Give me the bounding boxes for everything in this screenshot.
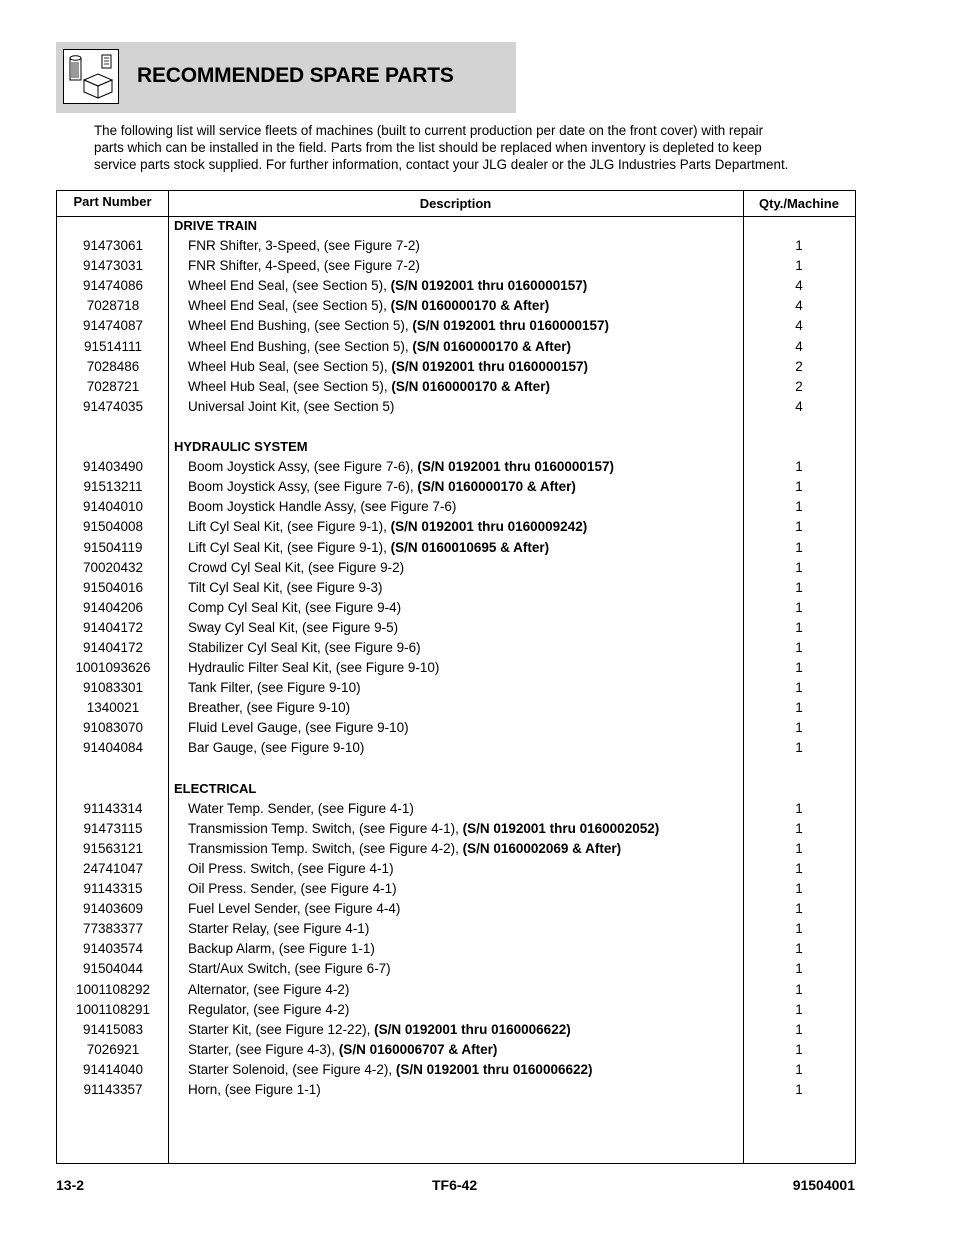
quantity: 1 — [795, 619, 803, 635]
serial-range: (S/N 0160002069 & After) — [462, 840, 622, 856]
table-row — [57, 839, 855, 859]
part-number: 91143315 — [83, 881, 143, 897]
part-number: 91083301 — [82, 680, 144, 696]
part-description — [188, 276, 587, 296]
serial-range: (S/N 0160000170 & After) — [417, 479, 576, 495]
description-text: Stabilizer Cyl Seal Kit, (see Figure 9-6) — [188, 639, 421, 655]
intro-line: parts which can be installed in the field. Parts from the list should be replaced when inventory is depleted to keep — [94, 140, 762, 155]
part-description — [188, 859, 394, 879]
part-description — [188, 578, 383, 598]
part-description — [188, 919, 369, 939]
part-number: 91414040 — [82, 1061, 144, 1077]
quantity: 1 — [795, 459, 803, 475]
quantity: 1 — [795, 840, 803, 856]
table-row — [57, 859, 855, 879]
part-description — [188, 1020, 571, 1040]
table-row — [57, 638, 855, 658]
serial-range: (S/N 0160006707 & After) — [338, 1041, 498, 1057]
serial-range: (S/N 0160000170 & After) — [390, 298, 550, 314]
intro-paragraph — [94, 122, 834, 173]
part-description — [188, 980, 349, 1000]
serial-range: (S/N 0160000170 & After) — [391, 378, 550, 394]
description-text: Breather, (see Figure 9-10) — [188, 700, 351, 716]
table-row — [57, 598, 855, 618]
part-number: 91403490 — [82, 459, 144, 475]
description-text: Universal Joint Kit, (see Section 5) — [188, 398, 395, 414]
part-description — [188, 698, 350, 718]
serial-range: (S/N 0160010695 & After) — [390, 539, 550, 555]
table-row — [57, 357, 855, 377]
description-text: Lift Cyl Seal Kit, (see Figure 9-1), — [188, 539, 391, 555]
part-description — [188, 618, 398, 638]
quantity: 1 — [795, 961, 803, 977]
part-description — [188, 1040, 497, 1060]
description-text: Tilt Cyl Seal Kit, (see Figure 9-3) — [188, 579, 383, 595]
table-row — [57, 799, 855, 819]
quantity: 1 — [795, 921, 803, 937]
quantity: 4 — [795, 398, 803, 414]
part-description — [188, 296, 549, 316]
table-row — [57, 1060, 855, 1080]
quantity: 1 — [795, 740, 803, 756]
description-text: Wheel End Bushing, (see Section 5), — [188, 318, 413, 334]
part-number: 91403609 — [82, 901, 144, 917]
quantity: 1 — [795, 1061, 803, 1077]
part-number: 91474035 — [82, 398, 144, 414]
table-row — [57, 578, 855, 598]
table-row — [57, 558, 855, 578]
description-text: FNR Shifter, 3-Speed, (see Figure 7-2) — [188, 238, 420, 254]
table-row — [57, 919, 855, 939]
part-number: 91473061 — [82, 238, 144, 254]
section-title: HYDRAULIC SYSTEM — [174, 439, 308, 455]
part-number: 91404172 — [82, 619, 144, 635]
part-number: 91474086 — [82, 278, 144, 294]
quantity: 1 — [795, 901, 803, 917]
section-title: ELECTRICAL — [174, 780, 257, 796]
quantity: 1 — [795, 519, 803, 535]
part-description — [188, 538, 549, 558]
spare-parts-table — [56, 190, 856, 1164]
serial-range: (S/N 0192001 thru 0160000157) — [417, 459, 614, 475]
table-row — [57, 678, 855, 698]
part-number: 1340021 — [86, 700, 140, 716]
table-row — [57, 819, 855, 839]
table-row — [57, 899, 855, 919]
part-description — [188, 839, 621, 859]
part-number: 91504008 — [82, 519, 144, 535]
table-row — [57, 718, 855, 738]
part-description — [188, 799, 414, 819]
quantity: 1 — [795, 1021, 803, 1037]
description-text: Fluid Level Gauge, (see Figure 9-10) — [188, 720, 409, 736]
part-description — [188, 1080, 321, 1100]
serial-range: (S/N 0192001 thru 0160002052) — [462, 820, 660, 836]
footer-model: TF6-42 — [432, 1177, 478, 1193]
description-text: Transmission Temp. Switch, (see Figure 4-2), — [188, 840, 463, 856]
description-text: FNR Shifter, 4-Speed, (see Figure 7-2) — [188, 258, 420, 274]
part-description — [188, 899, 400, 919]
quantity: 1 — [795, 881, 803, 897]
part-number: 1001093626 — [75, 660, 151, 676]
part-description — [188, 357, 588, 377]
table-row — [57, 236, 855, 256]
part-description — [188, 316, 609, 336]
table-row — [57, 377, 855, 397]
description-text: Bar Gauge, (see Figure 9-10) — [188, 740, 365, 756]
description-text: Wheel End Seal, (see Section 5), — [188, 298, 391, 314]
description-text: Wheel Hub Seal, (see Section 5), — [188, 378, 392, 394]
quantity: 1 — [795, 479, 803, 495]
part-number: 1001108292 — [75, 981, 151, 997]
column-header-qty: Qty./Machine — [759, 196, 839, 211]
table-row — [57, 980, 855, 1000]
part-description — [188, 236, 420, 256]
table-row — [57, 738, 855, 758]
part-description — [188, 638, 421, 658]
part-number: 91403574 — [82, 941, 144, 957]
serial-range: (S/N 0192001 thru 0160000157) — [390, 278, 588, 294]
part-number: 24741047 — [82, 861, 144, 876]
description-text: Starter, (see Figure 4-3), — [188, 1041, 339, 1057]
part-description — [188, 517, 587, 537]
part-description — [188, 678, 361, 698]
description-text: Tank Filter, (see Figure 9-10) — [188, 680, 361, 696]
part-number: 91514111 — [83, 338, 143, 354]
table-row — [57, 296, 855, 316]
quantity: 1 — [795, 559, 803, 575]
table-row — [57, 457, 855, 477]
part-number: 91474087 — [82, 318, 144, 334]
column-header-description: Description — [419, 196, 492, 211]
intro-line: The following list will service fleets of machines (built to current production per date on the front cover) with repair — [94, 123, 764, 138]
part-number: 91473031 — [82, 258, 144, 274]
table-row — [57, 879, 855, 899]
description-text: Wheel End Bushing, (see Section 5), — [188, 338, 413, 354]
description-text: Wheel Hub Seal, (see Section 5), — [188, 358, 392, 374]
quantity: 1 — [795, 660, 803, 676]
quantity: 1 — [795, 1082, 803, 1098]
description-text: Oil Press. Switch, (see Figure 4-1) — [188, 861, 394, 876]
serial-range: (S/N 0160000170 & After) — [412, 338, 571, 354]
section-row — [57, 779, 855, 799]
part-description — [188, 819, 659, 839]
part-description — [188, 939, 375, 959]
part-description — [188, 879, 397, 899]
table-row — [57, 316, 855, 336]
section-row — [57, 437, 855, 457]
quantity: 1 — [795, 639, 803, 655]
quantity: 2 — [795, 358, 803, 374]
description-text: Sway Cyl Seal Kit, (see Figure 9-5) — [188, 619, 399, 635]
quantity: 4 — [795, 298, 803, 314]
quantity: 1 — [795, 680, 803, 696]
description-text: Water Temp. Sender, (see Figure 4-1) — [188, 800, 414, 816]
serial-range: (S/N 0192001 thru 0160000157) — [391, 358, 588, 374]
part-description — [188, 658, 439, 678]
description-text: Alternator, (see Figure 4-2) — [188, 981, 350, 997]
footer-doc-number: 91504001 — [792, 1177, 855, 1193]
quantity: 4 — [795, 318, 803, 334]
part-description — [188, 738, 364, 758]
part-number: 7028721 — [86, 378, 140, 394]
quantity: 4 — [795, 278, 803, 294]
part-number: 91404084 — [82, 740, 144, 756]
part-number: 91473115 — [83, 820, 143, 836]
description-text: Boom Joystick Assy, (see Figure 7-6), — [188, 459, 418, 475]
table-row — [57, 1000, 855, 1020]
table-row — [57, 517, 855, 537]
intro-line: service parts stock supplied. For further information, contact your JLG dealer or the JLG Industries Parts Department. — [94, 157, 789, 172]
part-description — [188, 598, 401, 618]
quantity: 1 — [795, 599, 803, 615]
quantity: 1 — [795, 579, 803, 595]
description-text: Comp Cyl Seal Kit, (see Figure 9-4) — [188, 599, 402, 615]
quantity: 1 — [795, 941, 803, 957]
table-row — [57, 698, 855, 718]
part-number: 91563121 — [82, 840, 144, 856]
quantity: 1 — [795, 539, 803, 555]
part-number: 77383377 — [82, 921, 144, 937]
part-number: 91404010 — [82, 499, 144, 515]
description-text: Fuel Level Sender, (see Figure 4-4) — [188, 901, 401, 917]
part-number: 91504044 — [82, 961, 144, 977]
description-text: Oil Press. Sender, (see Figure 4-1) — [188, 881, 397, 897]
column-header-part-number: Part Number — [73, 194, 152, 209]
part-description — [188, 558, 404, 578]
quantity: 1 — [795, 981, 803, 997]
description-text: Regulator, (see Figure 4-2) — [188, 1001, 350, 1017]
table-row — [57, 497, 855, 517]
part-number: 7028486 — [86, 358, 140, 374]
description-text: Transmission Temp. Switch, (see Figure 4-1), — [188, 820, 463, 836]
quantity: 1 — [795, 861, 803, 876]
description-text: Horn, (see Figure 1-1) — [188, 1082, 321, 1098]
description-text: Boom Joystick Assy, (see Figure 7-6), — [188, 479, 418, 495]
blank-row — [57, 759, 855, 779]
description-text: Lift Cyl Seal Kit, (see Figure 9-1), — [188, 519, 391, 535]
quantity: 4 — [795, 338, 803, 354]
quantity: 1 — [795, 1001, 803, 1017]
serial-range: (S/N 0192001 thru 0160006622) — [395, 1061, 593, 1077]
part-description — [188, 457, 614, 477]
description-text: Hydraulic Filter Seal Kit, (see Figure 9-10) — [188, 660, 440, 676]
part-number: 7028718 — [86, 298, 140, 314]
description-text: Backup Alarm, (see Figure 1-1) — [188, 941, 375, 957]
part-number: 91504016 — [82, 579, 144, 595]
page-title: RECOMMENDED SPARE PARTS — [137, 64, 454, 87]
section-title: DRIVE TRAIN — [174, 218, 258, 233]
quantity: 1 — [795, 499, 803, 515]
part-number: 91404172 — [82, 639, 144, 655]
table-row — [57, 337, 855, 357]
table-row — [57, 959, 855, 979]
description-text: Boom Joystick Handle Assy, (see Figure 7-6) — [188, 499, 457, 515]
spare-parts-icon — [63, 49, 119, 104]
quantity: 1 — [795, 1041, 803, 1057]
part-number: 1001108291 — [75, 1001, 151, 1017]
part-number: 91083070 — [82, 720, 144, 736]
part-number: 91143357 — [83, 1082, 143, 1098]
table-row — [57, 276, 855, 296]
serial-range: (S/N 0192001 thru 0160006622) — [374, 1021, 571, 1037]
part-description — [188, 718, 409, 738]
description-text: Starter Relay, (see Figure 4-1) — [188, 921, 370, 937]
quantity: 2 — [795, 378, 803, 394]
part-description — [188, 497, 456, 517]
part-number: 91415083 — [82, 1021, 144, 1037]
part-description — [188, 377, 550, 397]
part-number: 91143314 — [83, 800, 143, 816]
table-body — [57, 216, 855, 1100]
description-text: Wheel End Seal, (see Section 5), — [188, 278, 391, 294]
part-description — [188, 397, 394, 417]
part-description — [188, 337, 571, 357]
section-row — [57, 216, 855, 236]
table-row — [57, 256, 855, 276]
part-number: 70020432 — [82, 559, 144, 575]
table-row — [57, 1080, 855, 1100]
quantity: 1 — [795, 820, 803, 836]
quantity: 1 — [795, 238, 803, 254]
description-text: Starter Kit, (see Figure 12-22), — [188, 1021, 375, 1037]
quantity: 1 — [795, 700, 803, 716]
part-description — [188, 256, 420, 276]
table-row — [57, 477, 855, 497]
serial-range: (S/N 0192001 thru 0160000157) — [412, 318, 610, 334]
part-description — [188, 1060, 593, 1080]
table-row — [57, 538, 855, 558]
part-number: 91404206 — [82, 599, 144, 615]
table-row — [57, 939, 855, 959]
table-row — [57, 618, 855, 638]
part-number: 91504119 — [83, 539, 143, 555]
part-description — [188, 959, 391, 979]
blank-row — [57, 417, 855, 437]
part-number: 91513211 — [83, 479, 143, 495]
part-number: 7026921 — [86, 1041, 140, 1057]
quantity: 1 — [795, 800, 803, 816]
description-text: Crowd Cyl Seal Kit, (see Figure 9-2) — [188, 559, 405, 575]
part-description — [188, 1000, 349, 1020]
table-row — [57, 1040, 855, 1060]
table-row — [57, 397, 855, 417]
description-text: Start/Aux Switch, (see Figure 6-7) — [188, 961, 391, 977]
table-row — [57, 658, 855, 678]
part-description — [188, 477, 576, 497]
description-text: Starter Solenoid, (see Figure 4-2), — [188, 1061, 396, 1077]
quantity: 1 — [795, 720, 803, 736]
quantity: 1 — [795, 258, 803, 274]
table-row — [57, 1020, 855, 1040]
serial-range: (S/N 0192001 thru 0160009242) — [390, 519, 588, 535]
footer-page-number: 13-2 — [56, 1177, 85, 1193]
